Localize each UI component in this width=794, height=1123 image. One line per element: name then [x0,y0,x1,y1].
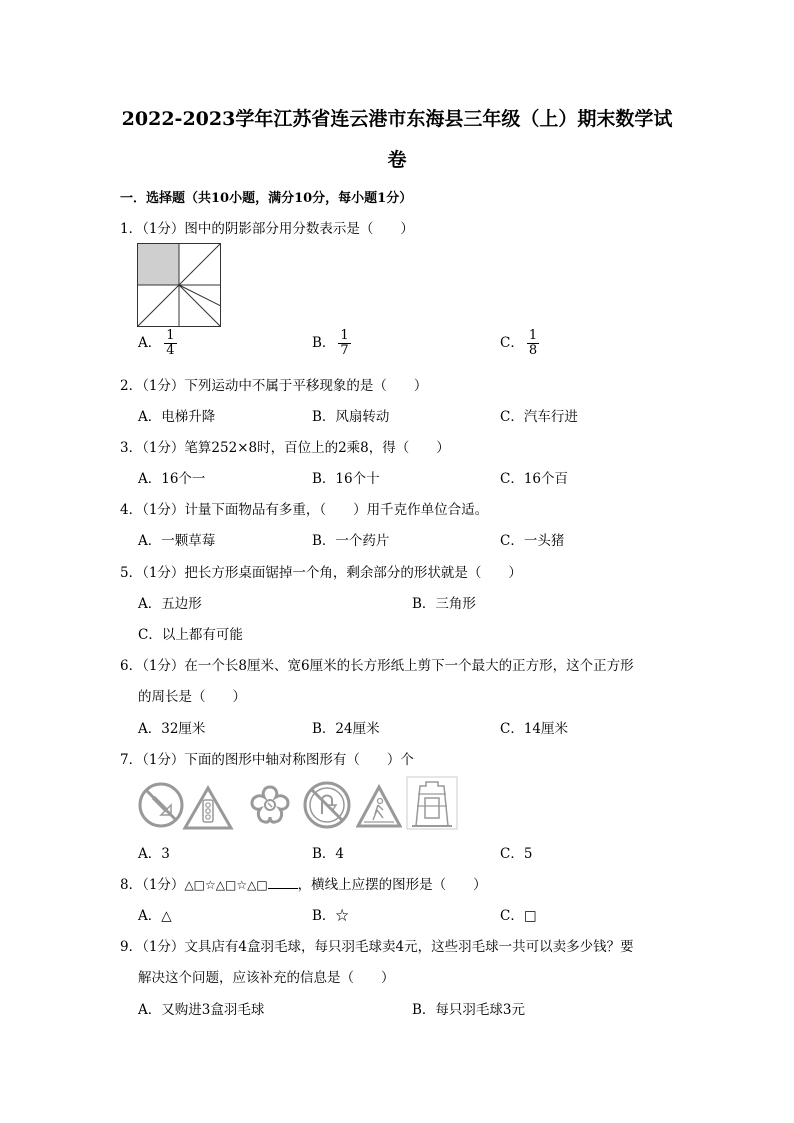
q5-option-c[interactable]: C．以上都有可能 [138,627,243,643]
q8-stem-prefix: 8．（1分） [120,877,185,893]
pedestrian-crossing-sign-icon [356,784,402,830]
q8-stem-suffix: ，横线上应摆的图形是（ ） [297,877,487,893]
question-7-stem: 7．（1分）下面的图形中轴对称图形有（ ）个 [120,752,414,768]
question-6-stem-line2: 的周长是（ ） [138,689,246,705]
question-2-stem: 2．（1分）下列运动中不属于平移现象的是（ ） [120,378,428,394]
q3-option-b[interactable]: B．16个十 [312,471,380,487]
q7-option-b[interactable]: B．4 [312,846,345,862]
q5-option-a[interactable]: A．五边形 [138,596,202,612]
q8-option-b[interactable]: B．☆ [312,908,349,924]
q8-option-c[interactable]: C．□ [500,908,537,924]
exam-title-line1: 2022-2023学年江苏省连云港市东海县三年级（上）期末数学试 [121,108,673,130]
q3-option-a[interactable]: A．16个一 [138,471,206,487]
q5-option-b[interactable]: B．三角形 [412,596,476,612]
q7-option-c[interactable]: C．5 [500,846,533,862]
q2-option-b[interactable]: B．风扇转动 [312,409,390,425]
q1-option-c[interactable]: C． $\frac{1}{8}$ [500,328,538,358]
question-9-stem-line1: 9．（1分）文具店有4盒羽毛球，每只羽毛球卖4元，这些羽毛球一共可以卖多少钱？要 [120,939,634,955]
question-5-stem: 5．（1分）把长方形桌面锯掉一个角，剩余部分的形状就是（ ） [120,565,522,581]
q3-option-c[interactable]: C．16个百 [500,471,569,487]
question-6-stem-line1: 6．（1分）在一个长8厘米、宽6厘米的长方形纸上剪下一个最大的正方形，这个正方形 [120,658,634,674]
q6-option-b[interactable]: B．24厘米 [312,721,380,737]
q2-option-a[interactable]: A．电梯升降 [138,409,216,425]
square-fraction-figure [137,243,221,327]
q2-option-c[interactable]: C．汽车行进 [500,409,578,425]
q6-option-c[interactable]: C．14厘米 [500,721,569,737]
q8-answer-blank[interactable] [268,876,298,889]
question-1-stem: 1．（1分）图中的阴影部分用分数表示是（ ） [120,221,414,237]
q9-option-b[interactable]: B．每只羽毛球3元 [412,1002,526,1018]
question-3-stem: 3．（1分）笔算252×8时，百位上的2乘8，得（ ） [120,440,450,456]
q8-shape-sequence: △□☆△□☆△□ [184,878,268,892]
q1-option-b[interactable]: B． $\frac{1}{7}$ [312,328,349,358]
exam-title-line2: 卷 [387,149,407,171]
section-heading: 一．选择题（共10小题，满分10分，每小题1分） [120,191,413,206]
q1-option-a[interactable]: A． $\frac{1}{4}$ [138,328,175,358]
q6-option-a[interactable]: A．32厘米 [138,721,206,737]
no-u-turn-sign-icon [302,780,352,830]
q4-option-b[interactable]: B．一个药片 [312,533,390,549]
q4-option-c[interactable]: C．一头猪 [500,533,565,549]
flower-shape-icon [245,781,295,831]
question-4-stem: 4．（1分）计量下面物品有多重，（ ）用千克作单位合适。 [120,502,489,518]
traffic-light-warning-sign-icon [182,785,234,831]
building-gate-icon [406,776,458,830]
question-9-stem-line2: 解决这个问题，应该补充的信息是（ ） [138,970,395,986]
no-turn-sign-icon [137,781,185,829]
q7-option-a[interactable]: A．3 [138,846,170,862]
q9-option-a[interactable]: A．又购进3盒羽毛球 [138,1002,265,1018]
q4-option-a[interactable]: A．一颗草莓 [138,533,216,549]
question-8-stem [120,873,487,893]
q8-option-a[interactable]: A．△ [138,908,172,924]
